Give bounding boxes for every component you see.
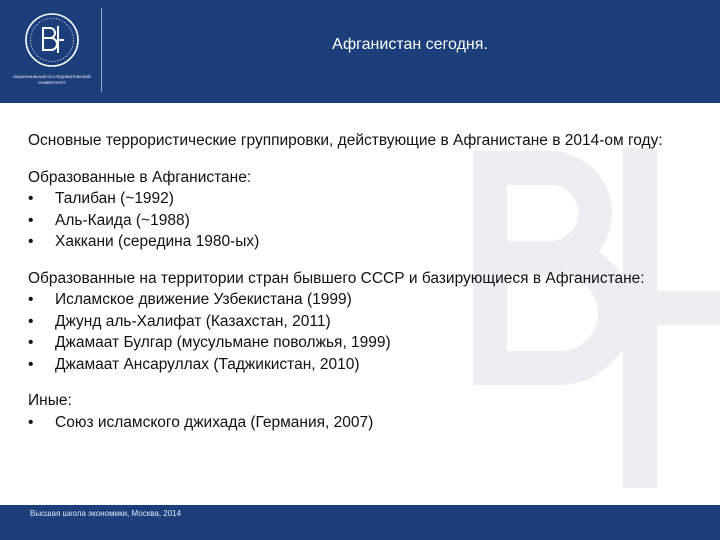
hse-logo <box>12 8 92 93</box>
section2-heading: Образованные на территории стран бывшего СССР и базирующиеся в Афганистане: <box>28 269 645 287</box>
list-item: • Исламское движение Узбекистана (1999) <box>28 289 668 311</box>
header-divider <box>101 8 102 92</box>
list-item: • Талибан (~1992) <box>28 188 668 210</box>
footer-text: Высшая школа экономики, Москва, 2014 <box>30 509 182 518</box>
list-item: • Аль-Каида (~1988) <box>28 210 668 232</box>
logo-caption-line2: УНИВЕРСИТЕТ <box>37 81 67 85</box>
list-item: • Союз исламского джихада (Германия, 2007) <box>28 412 668 434</box>
section1-heading: Образованные в Афганистане: <box>28 168 252 186</box>
section3-heading: Иные: <box>28 392 72 409</box>
header-bar <box>0 0 720 103</box>
list-item: • Джамаат Ансаруллах (Таджикистан, 2010) <box>28 354 668 376</box>
slide-content <box>28 130 668 433</box>
list-item: • Хаккани (середина 1980-ых) <box>28 231 668 253</box>
logo-caption-line1: НАЦИОНАЛЬНЫЙ ИССЛЕДОВАТЕЛЬСКИЙ <box>13 75 91 79</box>
list-item: • Джамаат Булгар (мусульмане поволжья, 1999) <box>28 332 668 354</box>
intro-text: Основные террористические группировки, действующие в Афганистане в 2014-ом году: <box>28 132 663 149</box>
list-item: • Джунд аль-Халифат (Казахстан, 2011) <box>28 311 668 333</box>
page-title: Афганистан сегодня. <box>332 36 488 53</box>
